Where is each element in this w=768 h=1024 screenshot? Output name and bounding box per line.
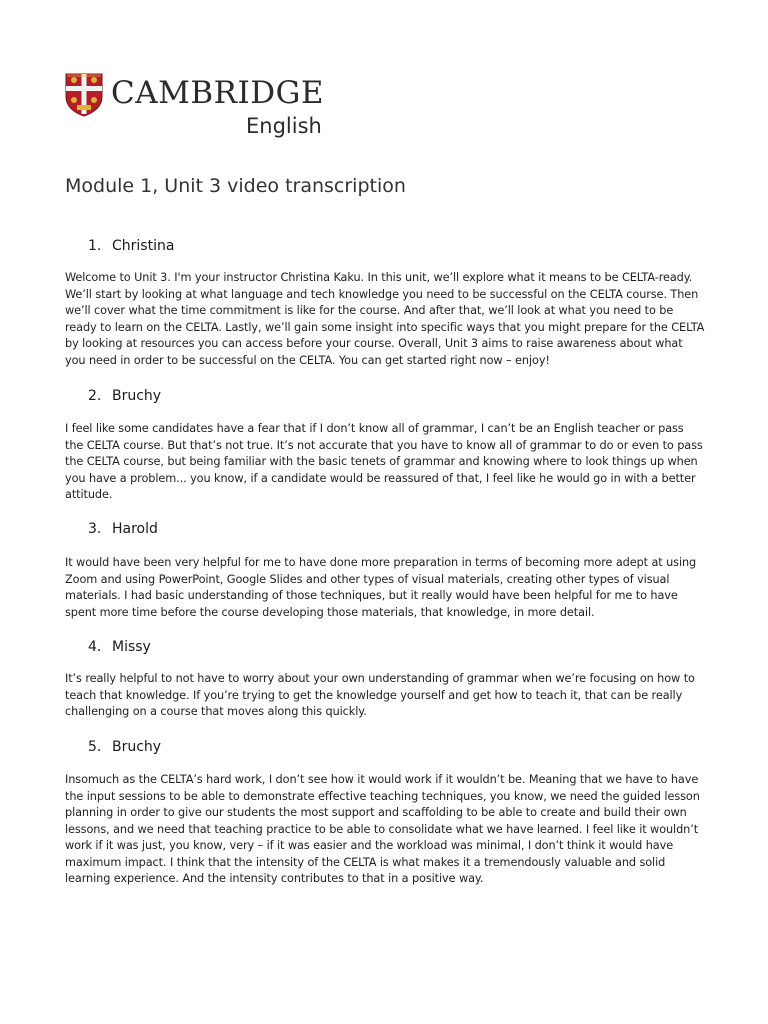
transcript-paragraph: I feel like some candidates have a fear that if I don’t know all of grammar, I can’t be an English teacher or pass the CELTA course. But that’s not true. It’s not accurate that you have to know all of grammar to do or even to pass the CELTA course, but being familiar with the basic tenets of grammar and knowing where to look things up when you have a problem... you know, if a candidate would be reassured of that, I feel like he would go in with a better attitude. — [65, 422, 703, 501]
speaker-name: Christina — [112, 238, 175, 254]
speaker-name: Bruchy — [112, 739, 162, 755]
section-heading — [88, 236, 174, 256]
section-heading — [88, 386, 161, 406]
page-title: Module 1, Unit 3 video transcription — [65, 175, 406, 197]
transcript-paragraph: It’s really helpful to not have to worry about your own understanding of grammar when we’re focusing on how to teach that knowledge. If you’re trying to get the knowledge yourself and get how to teach it, that can be really challenging on a course that moves along this quickly. — [65, 672, 695, 718]
speaker-name: Harold — [112, 521, 158, 537]
brand-subtitle: English — [246, 114, 322, 138]
cambridge-shield-icon — [65, 73, 103, 117]
section-heading — [88, 519, 158, 539]
transcript-paragraph: Insomuch as the CELTA’s hard work, I don’t see how it would work if it wouldn’t be. Meaning that we have to have the input sessions to be able to demonstrate effective teaching techniques, you know, we need the guided lesson planning in order to give our students the most support and scaffolding to be able to create and build their own lessons, and we need that teaching practice to be able to consolidate what we have learned. I feel like it wouldn’t work if it was just, you know, very – if it was easier and the workload was minimal, I don’t think it would have maximum impact. I think that the intensity of the CELTA is what makes it a tremendously valuable and solid learning experience. And the intensity contributes to that in a positive way. — [65, 773, 700, 885]
speaker-name: Missy — [112, 639, 151, 655]
section-number: 5. — [88, 739, 102, 755]
brand-name: CAMBRIDGE — [111, 75, 324, 111]
cambridge-english-logo — [65, 72, 335, 140]
section-number: 1. — [88, 238, 102, 254]
section-number: 2. — [88, 388, 102, 404]
speaker-name: Bruchy — [112, 388, 162, 404]
section-number: 3. — [88, 521, 102, 537]
section-number: 4. — [88, 639, 102, 655]
transcript-paragraph: It would have been very helpful for me to have done more preparation in terms of becoming more adept at using Zoom and using PowerPoint, Google Slides and other types of visual materials, creating other types of visual materials. I had basic understanding of those techniques, but it really would have been helpful for me to have spent more time before the course developing those materials, that knowledge, in more detail. — [65, 556, 697, 619]
section-heading — [88, 737, 161, 757]
transcript-paragraph: Welcome to Unit 3. I'm your instructor Christina Kaku. In this unit, we’ll explore what it means to be CELTA-ready. We’ll start by looking at what language and tech knowledge you need to be successful on the CELTA course. Then we’ll cover what the time commitment is like for the course. And after that, we’ll look at what you need to be ready to learn on the CELTA. Lastly, we’ll gain some insight into specific ways that you might prepare for the CELTA by looking at resources you can access before your course. Overall, Unit 3 aims to raise awareness about what you need in order to be successful on the CELTA. You can get started right now – enjoy! — [65, 271, 705, 367]
section-heading — [88, 637, 151, 657]
